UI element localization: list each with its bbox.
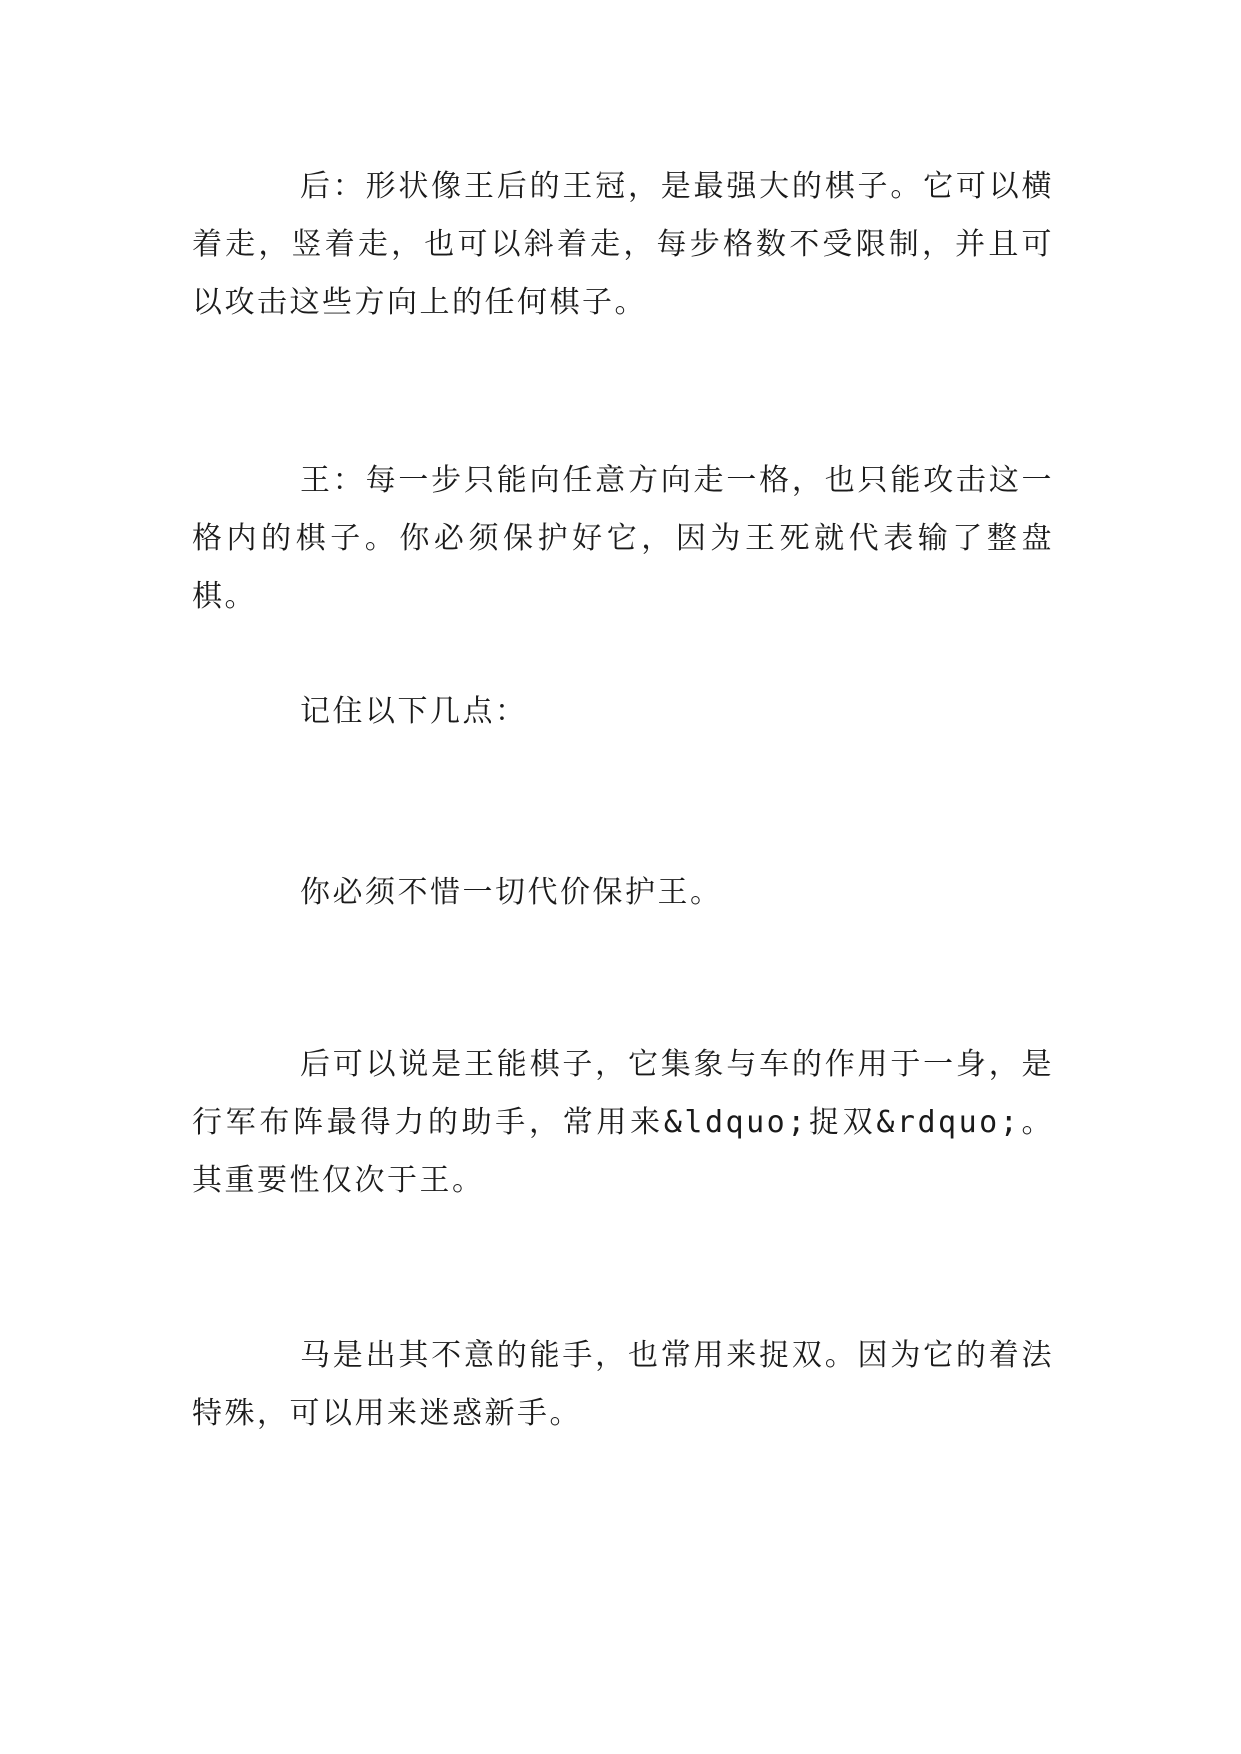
paragraph-queen-importance: 后可以说是王能棋子，它集象与车的作用于一身，是行军布阵最得力的助手，常用来&ldquo;捉双&rdquo;。其重要性仅次于王。 xyxy=(192,1047,1054,1198)
paragraph-knight: 马是出其不意的能手，也常用来捉双。因为它的着法特殊，可以用来迷惑新手。 xyxy=(192,1338,1054,1431)
paragraph-remember-heading: 记住以下几点： xyxy=(300,694,528,729)
paragraph-protect-king: 你必须不惜一切代价保护王。 xyxy=(300,875,723,910)
paragraph-queen: 后：形状像王后的王冠，是最强大的棋子。它可以横着走，竖着走，也可以斜着走，每步格数不受限制，并且可以攻击这些方向上的任何棋子。 xyxy=(192,169,1054,320)
paragraph-king: 王：每一步只能向任意方向走一格，也只能攻击这一格内的棋子。你必须保护好它，因为王死就代表输了整盘棋。 xyxy=(192,463,1054,614)
